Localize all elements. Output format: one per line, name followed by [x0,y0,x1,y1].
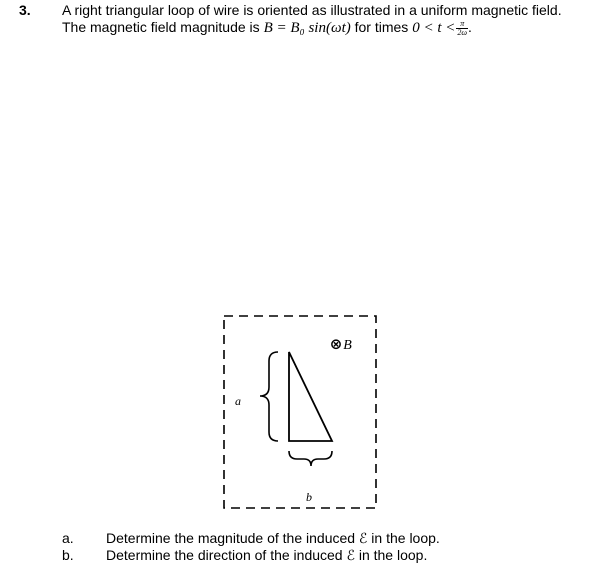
field-equation: B = B₀ sin(ωt) [263,20,351,36]
field-label: B⃗ [343,338,363,353]
fraction-denominator: 2ω [457,27,468,37]
question-text-line-2 [62,19,472,37]
side-a-label: a [235,394,241,408]
side-b-label: b [306,490,312,504]
side-a-brace [260,352,278,441]
line2-prefix: The magnetic field magnitude is [62,19,264,35]
question-number: 3. [19,2,31,18]
time-limit-fraction [456,20,468,37]
loop-figure [210,305,390,520]
side-b-brace [289,451,332,466]
part-b-text: Determine the direction of the induced ℰ in the loop. [106,547,428,563]
field-into-page-icon: ⊗ [329,335,343,353]
time-range: 0 < t < [412,20,456,36]
part-b-label: b. [62,547,74,563]
question-text-line-1: A right triangular loop of wire is oriented as illustrated in a uniform magnetic field. [62,2,562,18]
line2-suffix: . [468,19,472,35]
line2-middle: for times [350,19,413,35]
triangular-loop [289,352,332,441]
part-a-text: Determine the magnitude of the induced ℰ in the loop. [106,530,440,546]
fraction-numerator: π [456,20,468,29]
part-a-label: a. [62,530,74,546]
